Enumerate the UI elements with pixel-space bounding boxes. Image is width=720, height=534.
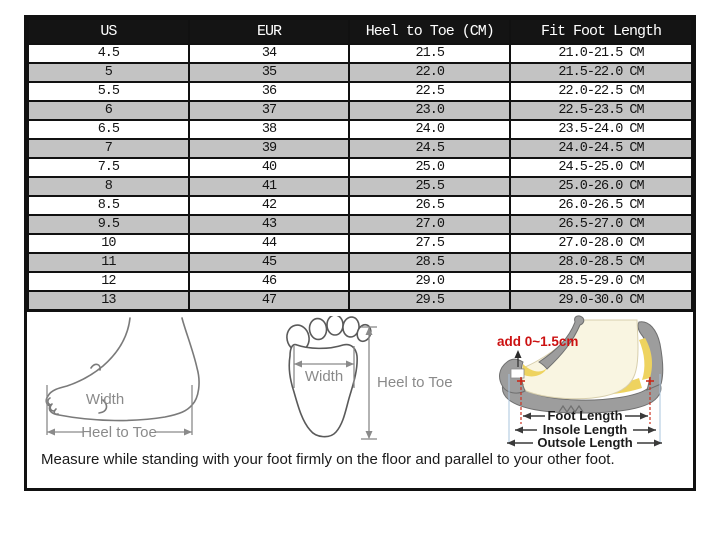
table-cell: 8	[28, 177, 189, 196]
table-cell: 27.5	[349, 234, 510, 253]
table-cell: 28.5	[349, 253, 510, 272]
footprint-diagram	[277, 316, 467, 448]
table-row	[28, 158, 692, 177]
table-cell: 26.0-26.5 CM	[510, 196, 692, 215]
table-header-row	[28, 19, 692, 44]
table-cell: 5	[28, 63, 189, 82]
table-cell: 35	[189, 63, 350, 82]
table-cell: 7.5	[28, 158, 189, 177]
table-cell: 27.0-28.0 CM	[510, 234, 692, 253]
outsole-length-label: Outsole Length	[537, 435, 633, 450]
table-cell: 22.0-22.5 CM	[510, 82, 692, 101]
table-cell: 34	[189, 44, 350, 63]
table-row	[28, 234, 692, 253]
footprint-heel-to-toe-label: Heel to Toe	[377, 374, 453, 391]
table-cell: 23.5-24.0 CM	[510, 120, 692, 139]
table-cell: 47	[189, 291, 350, 310]
table-cell: 11	[28, 253, 189, 272]
column-header-us: US	[28, 19, 189, 44]
table-cell: 26.5	[349, 196, 510, 215]
table-cell: 25.0	[349, 158, 510, 177]
column-header-eur: EUR	[189, 19, 350, 44]
table-cell: 42	[189, 196, 350, 215]
side-foot-width-label: Width	[85, 391, 125, 408]
table-row	[28, 101, 692, 120]
table-cell: 22.5-23.5 CM	[510, 101, 692, 120]
table-row	[28, 196, 692, 215]
table-cell: 4.5	[28, 44, 189, 63]
table-row	[28, 120, 692, 139]
table-cell: 36	[189, 82, 350, 101]
table-cell: 6.5	[28, 120, 189, 139]
measurement-diagrams	[27, 311, 693, 488]
table-cell: 29.0	[349, 272, 510, 291]
side-foot-diagram	[35, 312, 245, 447]
table-cell: 24.0	[349, 120, 510, 139]
footprint-outline	[289, 345, 357, 437]
table-cell: 8.5	[28, 196, 189, 215]
table-row	[28, 44, 692, 63]
column-header-heel-to-toe: Heel to Toe (CM)	[349, 19, 510, 44]
table-cell: 21.5	[349, 44, 510, 63]
column-header-fit-foot-length: Fit Foot Length	[510, 19, 692, 44]
table-row	[28, 291, 692, 310]
table-cell: 46	[189, 272, 350, 291]
table-cell: 9.5	[28, 215, 189, 234]
size-chart-body	[28, 44, 692, 310]
table-row	[28, 272, 692, 291]
table-cell: 5.5	[28, 82, 189, 101]
insole-length-label: Insole Length	[542, 422, 628, 437]
table-cell: 40	[189, 158, 350, 177]
footprint-width-label: Width	[304, 368, 344, 385]
table-cell: 22.0	[349, 63, 510, 82]
table-cell: 27.0	[349, 215, 510, 234]
table-cell: 28.5-29.0 CM	[510, 272, 692, 291]
table-cell: 44	[189, 234, 350, 253]
table-cell: 21.0-21.5 CM	[510, 44, 692, 63]
table-row	[28, 139, 692, 158]
toe-allowance-note: add 0~1.5cm	[497, 334, 579, 349]
table-cell: 41	[189, 177, 350, 196]
table-cell: 23.0	[349, 101, 510, 120]
table-cell: 24.0-24.5 CM	[510, 139, 692, 158]
table-cell: 29.5	[349, 291, 510, 310]
table-cell: 21.5-22.0 CM	[510, 63, 692, 82]
table-row	[28, 82, 692, 101]
table-cell: 10	[28, 234, 189, 253]
table-cell: 29.0-30.0 CM	[510, 291, 692, 310]
table-cell: 25.5	[349, 177, 510, 196]
table-cell: 24.5-25.0 CM	[510, 158, 692, 177]
table-cell: 12	[28, 272, 189, 291]
table-cell: 25.0-26.0 CM	[510, 177, 692, 196]
size-chart-panel	[24, 15, 696, 491]
side-foot-heel-to-toe-label: Heel to Toe	[81, 424, 157, 441]
table-row	[28, 253, 692, 272]
table-cell: 24.5	[349, 139, 510, 158]
foot-length-label: Foot Length	[547, 408, 623, 423]
table-cell: 38	[189, 120, 350, 139]
table-row	[28, 63, 692, 82]
table-cell: 22.5	[349, 82, 510, 101]
table-cell: 39	[189, 139, 350, 158]
table-cell: 37	[189, 101, 350, 120]
table-cell: 43	[189, 215, 350, 234]
table-cell: 45	[189, 253, 350, 272]
size-chart-table	[27, 18, 693, 311]
table-cell: 28.0-28.5 CM	[510, 253, 692, 272]
table-cell: 13	[28, 291, 189, 310]
table-row	[28, 215, 692, 234]
table-cell: 7	[28, 139, 189, 158]
table-cell: 26.5-27.0 CM	[510, 215, 692, 234]
table-cell: 6	[28, 101, 189, 120]
shoe-cutaway-diagram	[487, 312, 699, 452]
measure-instruction: Measure while standing with your foot firmly on the floor and parallel to your other foot.	[41, 451, 615, 468]
table-row	[28, 177, 692, 196]
